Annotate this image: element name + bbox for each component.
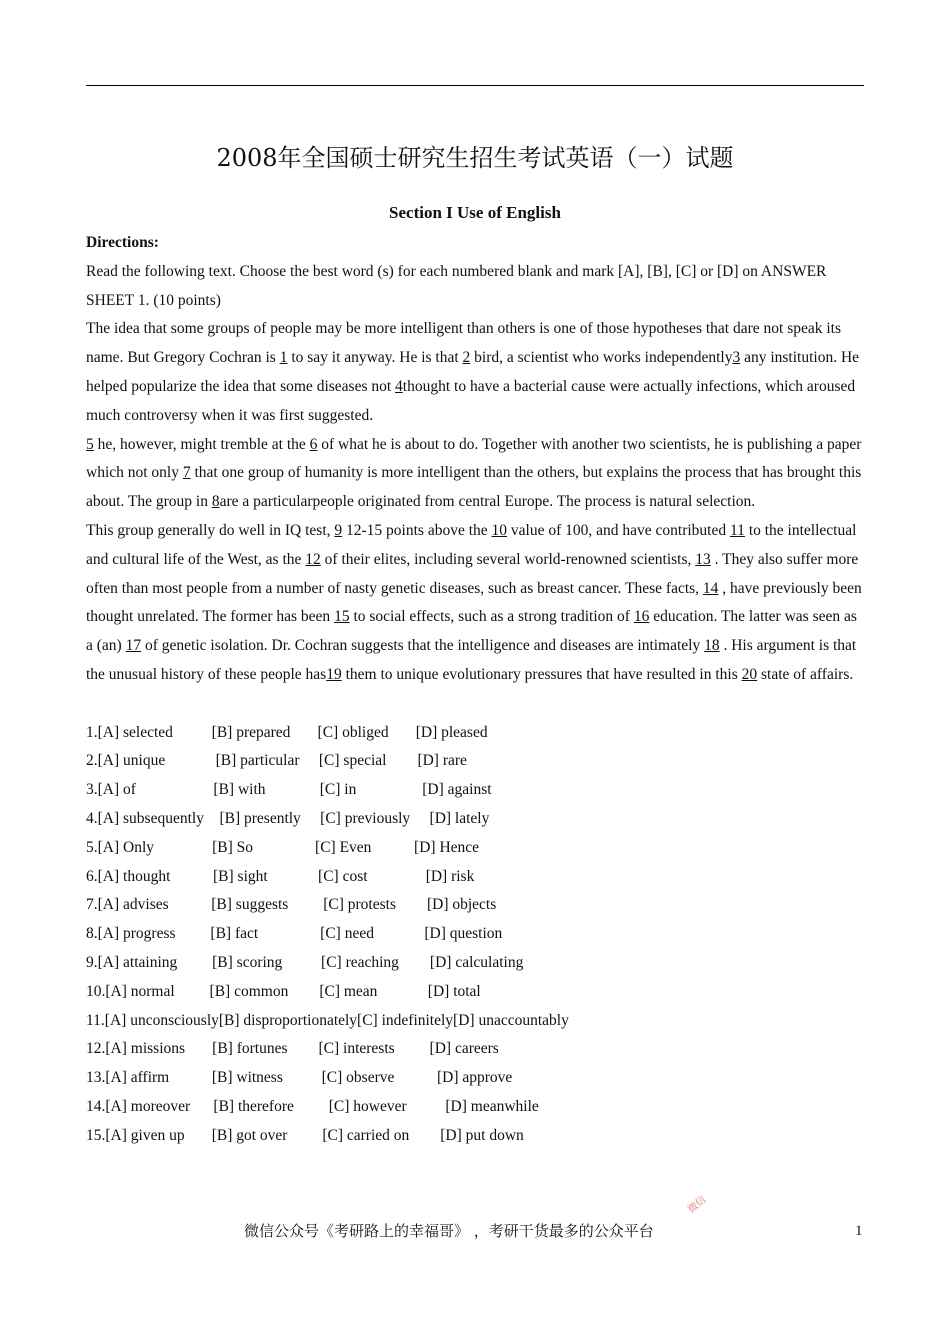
passage-text: he, however, might tremble at the [93, 435, 310, 453]
blank-number: 1 [279, 349, 288, 367]
question-item: 3.[A] of [B] with [C] in [D] against [86, 781, 492, 799]
question-list [86, 719, 864, 1151]
passage [86, 315, 864, 689]
passage-text: This group generally do well in IQ test, [86, 521, 335, 539]
question-item: 7.[A] advises [B] suggests [C] protests [D] objects [86, 896, 497, 914]
blank-number: 2 [462, 349, 471, 367]
blank-number: 13 [695, 550, 711, 568]
question-item: 13.[A] affirm [B] witness [C] observe [D] approve [86, 1069, 513, 1087]
blank-number: 15 [334, 608, 350, 626]
blank-number: 8 [211, 493, 220, 511]
passage-text: education. The latter was seen as a (an) [86, 608, 857, 655]
question-item: 15.[A] given up [B] got over [C] carried on [D] put down [86, 1126, 524, 1144]
passage-paragraph [86, 517, 864, 690]
passage-text: any institution. He helped popularize the idea that some diseases not [86, 349, 860, 395]
section-title: Section I Use of English [389, 203, 561, 222]
blank-number: 18 [704, 637, 720, 655]
header-rule [86, 85, 864, 86]
passage-text: . They also suffer more often than most people from a number of nasty genetic diseases, such as breast cancer. These facts, [86, 550, 859, 597]
passage-text: of genetic isolation. Dr. Cochran suggests that the intelligence and diseases are intimately [141, 637, 705, 655]
question-item: 14.[A] moreover [B] therefore [C] however [D] meanwhile [86, 1097, 539, 1115]
spacer [86, 690, 864, 719]
blank-number: 12 [305, 550, 321, 568]
blank-number: 20 [741, 665, 758, 683]
blank-number: 10 [491, 521, 508, 539]
question-item: 8.[A] progress [B] fact [C] need [D] question [86, 925, 503, 943]
question-item: 2.[A] unique [B] particular [C] special [D] rare [86, 752, 467, 770]
blank-number: 9 [334, 521, 343, 539]
blank-number: 14 [702, 579, 719, 597]
blank-number: 16 [633, 608, 650, 626]
passage-text: value of 100, and have contributed [507, 521, 730, 539]
question-item: 9.[A] attaining [B] scoring [C] reaching [D] calculating [86, 953, 524, 971]
passage-paragraph [86, 315, 864, 430]
question-item: 1.[A] selected [B] prepared [C] obliged [D] pleased [86, 723, 488, 741]
question-item: 4.[A] subsequently [B] presently [C] previously [D] lately [86, 809, 490, 827]
blank-number: 6 [309, 435, 318, 453]
watermark: 微信 [686, 1194, 709, 1216]
question-item: 12.[A] missions [B] fortunes [C] interests [D] careers [86, 1040, 499, 1058]
blank-number: 7 [182, 464, 191, 482]
passage-text: to the intellectual and cultural life of the West, as the [86, 521, 857, 568]
passage-text: state of affairs. [757, 665, 854, 683]
passage-text: to say it anyway. He is that [287, 349, 463, 367]
passage-text: thought to have a bacterial cause were actually infections, which aroused much controversy when it was first suggested. [86, 377, 856, 424]
question-item: 6.[A] thought [B] sight [C] cost [D] risk [86, 867, 475, 885]
passage-paragraph [86, 431, 864, 517]
passage-text: are a particularpeople originated from central Europe. The process is natural selection. [219, 493, 756, 511]
passage-text: . His argument is that the unusual history of these people has [86, 637, 857, 683]
footer-text: 微信公众号《考研路上的幸福哥》 ，考研干货最多的公众平台 [244, 1222, 654, 1240]
blank-number: 3 [732, 349, 741, 367]
passage-text: to social effects, such as a strong tradition of [349, 608, 634, 626]
directions-label: Directions: [86, 234, 159, 251]
passage-text: them to unique evolutionary pressures that have resulted in this [341, 665, 742, 683]
passage-text: The idea that some groups of people may be more intelligent than others is one of those hypotheses that dare not speak its name. But Gregory Cochran is [86, 320, 842, 367]
directions-text: Read the following text. Choose the best word (s) for each numbered blank and mark [A], [B], [C] or [D] on ANSWER SHEET 1. (10 points) [86, 262, 827, 309]
passage-text: 12-15 points above the [342, 521, 492, 539]
passage-text: of what he is about to do. Together with another two scientists, he is publishing a paper which not only [86, 435, 862, 482]
question-item: 11.[A] unconsciously[B] disproportionately[C] indefinitely[D] unaccountably [86, 1011, 569, 1029]
blank-number: 5 [86, 435, 94, 453]
document-body [86, 229, 864, 1151]
question-item: 10.[A] normal [B] common [C] mean [D] total [86, 982, 481, 1000]
page-title: 2008年全国硕士研究生招生考试英语（一）试题 [216, 144, 734, 172]
passage-text: that one group of humanity is more intelligent than the others, but explains the process that has brought this about. The group in [86, 464, 862, 511]
blank-number: 19 [326, 665, 342, 683]
blank-number: 11 [730, 521, 745, 539]
passage-text: of their elites, including several world-renowned scientists, [320, 550, 696, 568]
question-item: 5.[A] Only [B] So [C] Even [D] Hence [86, 838, 480, 856]
passage-text: bird, a scientist who works independently [470, 349, 733, 367]
passage-text: , have previously been thought unrelated. The former has been [86, 579, 862, 626]
page-number: 1 [855, 1223, 863, 1239]
blank-number: 17 [125, 637, 142, 655]
blank-number: 4 [395, 377, 403, 395]
